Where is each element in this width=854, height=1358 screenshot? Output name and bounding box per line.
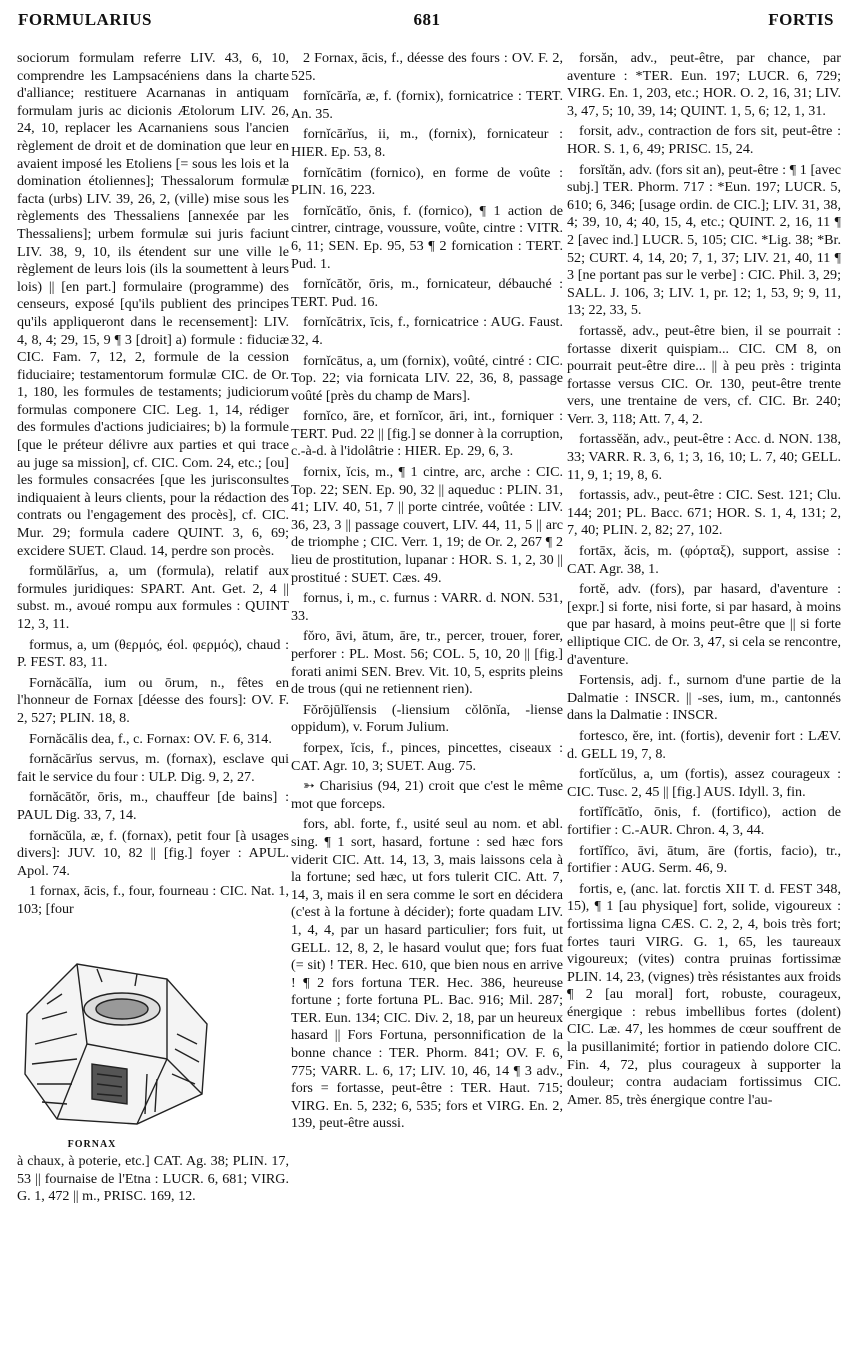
entry: fortĭcŭlus, a, um (fortis), assez courageux : CIC. Tusc. 2, 45 || [fig.] AUS. Idyll. 3, fin. [567, 766, 841, 800]
entry: fornĭcātus, a, um (fornix), voûté, cintré : CIC. Top. 22; via fornicata LIV. 22, 36, 8, passage voûté [près du champ de Mars]. [291, 352, 563, 404]
column-1 [17, 50, 289, 1350]
kiln-drawing [17, 924, 217, 1129]
entry: forsăn, adv., peut-être, par chance, par aventure : *TER. Eun. 197; LUCR. 6, 729; VIRG. En. 1, 203, etc.; HOR. O. 2, 16, 31; LIV. 3, 47, 5; 10, 39, 14; QUINT. 1, 5, 6; 12, 1, 31. [567, 50, 841, 119]
entry: fornus, i, m., c. furnus : VARR. d. NON. 531, 33. [291, 590, 563, 624]
figure-caption: FORNAX [67, 1138, 117, 1150]
entry: fornĭcārĭus, ii, m., (fornix), fornicateur : HIER. Ep. 53, 8. [291, 126, 563, 160]
entry-continuation: sociorum formulam referre LIV. 43, 6, 10, comprendre les Lampsacéniens dans la charte d'alliance; restituere Acarnanas in antiquam formulam juris ac dicionis Ætolorum LIV. 26, 24, 10, replacer les Acarnaniens sous l'ancien règlement de droit et de domination que leur en avaient imposé les Etoliens [= sous les lois et la domination étoliennes]; Thessalorum formulæ facta (urbs) LIV. 39, 26, 2, (ville) mise sous les règlements des Thessaliens [annexée par les Thessaliens]; urbem formulæ sui juris faciunt LIV. 38, 9, 10, ils étendent sur une ville le règlement de leurs lois (ils la soumettent à leurs lois) || [en part.] formulaire (programme) des censeurs, exposé [qu'ils publient des principes qu'ils appliqueront dans le recensement]: LIV. 4, 8, 4; 29, 15, 9 ¶ 3 [droit] a) formule : fiduciæ CIC. Fam. 7, 12, 2, formule de la cession fiduciaire; testamentorum formulæ CIC. de Or. 1, 180, les formules de testaments; judiciorum formulas componere CIC. Leg. 1, 14, rédiger des formules d'actions judiciaires; b) la formule [que le préteur délivre aux parties et qui trace au juge sa mission], cf. CIC. Com. 24, etc.; [ou] les formules consacrées [que les jurisconsultes indiquaient à leurs clients, pour la rédaction des contrats ou l'engagement des procès], cf. CIC. Mur. 29; formula cadere QUINT. 3, 6, 69; excidere SUET. Claud. 14, perdre son procès. [17, 50, 289, 559]
entry: fortĕ, adv. (fors), par hasard, d'aventure : [expr.] si forte, nisi forte, si par hasard, à moins que par hasard, à moins peut-être que || si forte elliptique CIC. de Or. 3, 47, si cela se rencontre, d'aventure. [567, 581, 841, 668]
entry: fornĭcātrix, īcis, f., fornicatrice : AUG. Faust. 32, 4. [291, 314, 563, 348]
entry: fornăcārĭus servus, m. (fornax), esclave qui fait le service du four : ULP. Dig. 9, 2, 27. [17, 751, 289, 785]
page-header [14, 10, 840, 40]
entry: fortassĕăn, adv., peut-être : Acc. d. NON. 138, 33; VARR. R. 3, 6, 1; 3, 16, 10; L. 7, 40; GELL. 11, 9, 1; 19, 8, 6. [567, 431, 841, 483]
entry: formŭlārĭus, a, um (formula), relatif aux formules juridiques: SPART. Ant. Get. 2, 4 || subst. m., avoué rompu aux formules : QUINT 12, 3, 11. [17, 563, 289, 632]
entry: Fŏrōjūlĭensis (-liensium cŏlōnĭa, -liense oppidum), v. Forum Julium. [291, 701, 563, 736]
entry: formus, a, um (θερμός, éol. φερμός), chaud : P. FEST. 83, 11. [17, 636, 289, 671]
entry: fŏro, āvi, ātum, āre, tr., percer, trouer, forer, perforer : PL. Most. 56; COL. 5, 10, 20 || [fig.] forati animi SEN. Brev. Vit. 10, 5, esprits pleins de trous (qui ne retiennent rien). [291, 628, 563, 698]
entry: forpex, ĭcis, f., pinces, pincettes, ciseaux : CAT. Agr. 10, 3; SUET. Aug. 75. [291, 739, 563, 774]
entry: fortassĕ, adv., peut-être bien, il se pourrait : fortasse dixerit quispiam... CIC. CM 8, on pourrait peut-être dire... || à peu près : triginta fortasse versus CIC. Or. 130, peut-être trente vers, une trentaine de vers, cf. CIC. Br. 240; Verr. 3, 118; Att. 7, 4, 2. [567, 322, 841, 427]
column-3 [567, 50, 841, 1350]
entry: Fortensis, adj. f., surnom d'une partie de la Dalmatie : INSCR. || -ses, ium, m., cantonnés dans la Dalmatie : INSCR. [567, 672, 841, 724]
entry: fornĭco, āre, et fornĭcor, āri, int., forniquer : TERT. Pud. 22 || [fig.] se donner à la corruption, c.-à-d. à l'idolâtrie : HIER. Ep. 29, 6, 3. [291, 408, 563, 460]
entry: fornĭcātĭo, ōnis, f. (fornico), ¶ 1 action de cintrer, cintrage, voussure, voûte, cintre : VITR. 6, 11; SEN. Ep. 95, 53 ¶ 2 fornication : TERT. Pud. 1. [291, 202, 563, 272]
entry: fornĭcārĭa, æ, f. (fornix), fornicatrice : TERT. An. 35. [291, 88, 563, 122]
entry: 2 Fornax, ācis, f., déesse des fours : OV. F. 2, 525. [291, 50, 563, 84]
entry: fortesco, ĕre, int. (fortis), devenir fort : LÆV. d. GELL 19, 7, 8. [567, 727, 841, 762]
fornax-figure [17, 922, 289, 1154]
entry: fornĭcātim (fornico), en forme de voûte : PLIN. 16, 223. [291, 164, 563, 199]
entry-continuation: à chaux, à poterie, etc.] CAT. Ag. 38; PLIN. 17, 53 || fournaise de l'Etna : LUCR. 6, 681; VIRG. G. 1, 472 || m., PRISC. 169, 12. [17, 1153, 289, 1205]
entry-note: ➳ Charisius (94, 21) croit que c'est le même mot que forceps. [291, 778, 563, 812]
entry: fortāx, ăcis, m. (φόρταξ), support, assise : CAT. Agr. 38, 1. [567, 543, 841, 577]
running-head-left: FORMULARIUS [18, 10, 152, 29]
entry: fortis, e, (anc. lat. forctis XII T. d. FEST 348, 15), ¶ 1 [au physique] fort, solide, vigoureux : fortissima ligna CÆS. C. 2, 2, 4, bois très fort; fortes tauri VIRG. G. 1, 65, les taureaux vigoureux; (vites) contra pruinas fortissimæ PLIN. 14, 23, (vignes) très résistantes aux froids ¶ 2 [au moral] fort, robuste, courageux, énergique : rebus imbellibus fortes (dolent) CIC. Læ. 47, les hommes de cœur souffrent de la pusillanimité; fortior in patiendo dolore CIC. Fin. 4, 72, plus courageux à supporter la douleur; contra audaciam fortissimus CIC. Amer. 85, très énergique contre l'au- [567, 880, 841, 1108]
entry: fortĭfĭcātĭo, ōnis, f. (fortifico), action de fortifier : C.-AUR. Chron. 4, 3, 44. [567, 804, 841, 838]
running-head-right: FORTIS [768, 10, 834, 29]
entry: fortĭfĭco, āvi, ātum, āre (fortis, facio), tr., fortifier : AUG. Serm. 46, 9. [567, 842, 841, 877]
entry: fors, abl. forte, f., usité seul au nom. et abl. sing. ¶ 1 sort, hasard, fortune : sed hæc fors viderit CIC. Att. 14, 13, 3, mais laissons cela à la fortune; sed hæc, ut fors tulerit CIC. Att. 7, 14, 3, mais il en sera comme le sort en décidera (c'est à la fortune à décider); forte quadam LIV. 1, 4, 4, par un hasard particulier; fors fuit, ut GELL. 12, 8, 2, le hasard voulut que; fors fuat (= sit) ! TER. Hec. 610, que bien nous en arrive ! ¶ 2 fors fortuna TER. Hec. 386, heureuse fortune ; forte fortuna PL. Bac. 916; Mil. 287; TER. Eun. 134; CIC. Div. 2, 18, par un heureux hasard || Fors Fortuna, personnification de la bonne chance : TER. Phorm. 841; OV. F. 6, 775; VARR. L. 6, 17; LIV. 10, 46, 14 ¶ 3 adv., fors = fortasse, peut-être : TER. Haut. 715; VIRG. En. 5, 232; 6, 535; fors et VIRG. En. 2, 139, peut-être aussi. [291, 816, 563, 1132]
column-2 [291, 50, 563, 1350]
fornax-illustration [17, 924, 217, 1134]
page-number: 681 [413, 10, 441, 29]
entry: 1 fornax, ācis, f., four, fourneau : CIC. Nat. 1, 103; [four [17, 883, 289, 917]
entry: fornăcātŏr, ōris, m., chauffeur [de bains] : PAUL Dig. 33, 7, 14. [17, 789, 289, 823]
entry: fornĭcātŏr, ōris, m., fornicateur, débauché : TERT. Pud. 16. [291, 276, 563, 310]
entry: forsit, adv., contraction de fors sit, peut-être : HOR. S. 1, 6, 49; PRISC. 15, 24. [567, 123, 841, 157]
entry: forsĭtăn, adv. (fors sit an), peut-être : ¶ 1 [avec subj.] TER. Phorm. 717 : *Eun. 197; LUCR. 5, 610; 6, 346; [usage ordin. de CIC.]; LIV. 31, 38, 4; 39, 10, 4; 40, 15, 4, etc.; QUINT. 2, 16, 11 ¶ 2 [avec ind.] LUCR. 5, 105; CIC. *Lig. 38; *Br. 52; CURT. 4, 14, 20; 7, 1, 37; LIV. 21, 40, 11 ¶ 3 [ne portant pas sur le verbe] : CIC. Phil. 3, 29; SALL. J. 106, 3; LIV. 1, pr. 12; 1, 53, 9; 9, 11, 13; 22, 33, 5. [567, 161, 841, 319]
entry: Fornăcālĭa, ium ou ōrum, n., fêtes en l'honneur de Fornax [déesse des fours]: OV. F. 2, 527; PLIN. 18, 8. [17, 674, 289, 726]
entry: Fornăcālis dea, f., c. Fornax: OV. F. 6, 314. [29, 730, 272, 747]
entry: fornix, ĭcis, m., ¶ 1 cintre, arc, arche : CIC. Top. 22; SEN. Ep. 90, 32 || aqueduc : PLIN. 31, 41; LIV. 40, 51, 7 || porte cintrée, voûtée : LIV. 36, 23, 3 || passage couvert, LIV. 44, 11, 5 || arc de triomphe ; CIC. Verr. 1, 19; de Or. 2, 267 ¶ 2 lieu de prostitution, lupanar : HOR. S. 1, 2, 30 || prostitué : SUET. Cæs. 49. [291, 464, 563, 586]
entry: fortassis, adv., peut-être : CIC. Sest. 121; Clu. 144; 201; PL. Bacc. 671; HOR. S. 1, 4, 131; 2, 7, 40; PLIN. 2, 82; 27, 102. [567, 487, 841, 539]
entry: fornăcŭla, æ, f. (fornax), petit four [à usages divers]: JUV. 10, 82 || [fig.] foyer : APUL. Apol. 74. [17, 827, 289, 879]
